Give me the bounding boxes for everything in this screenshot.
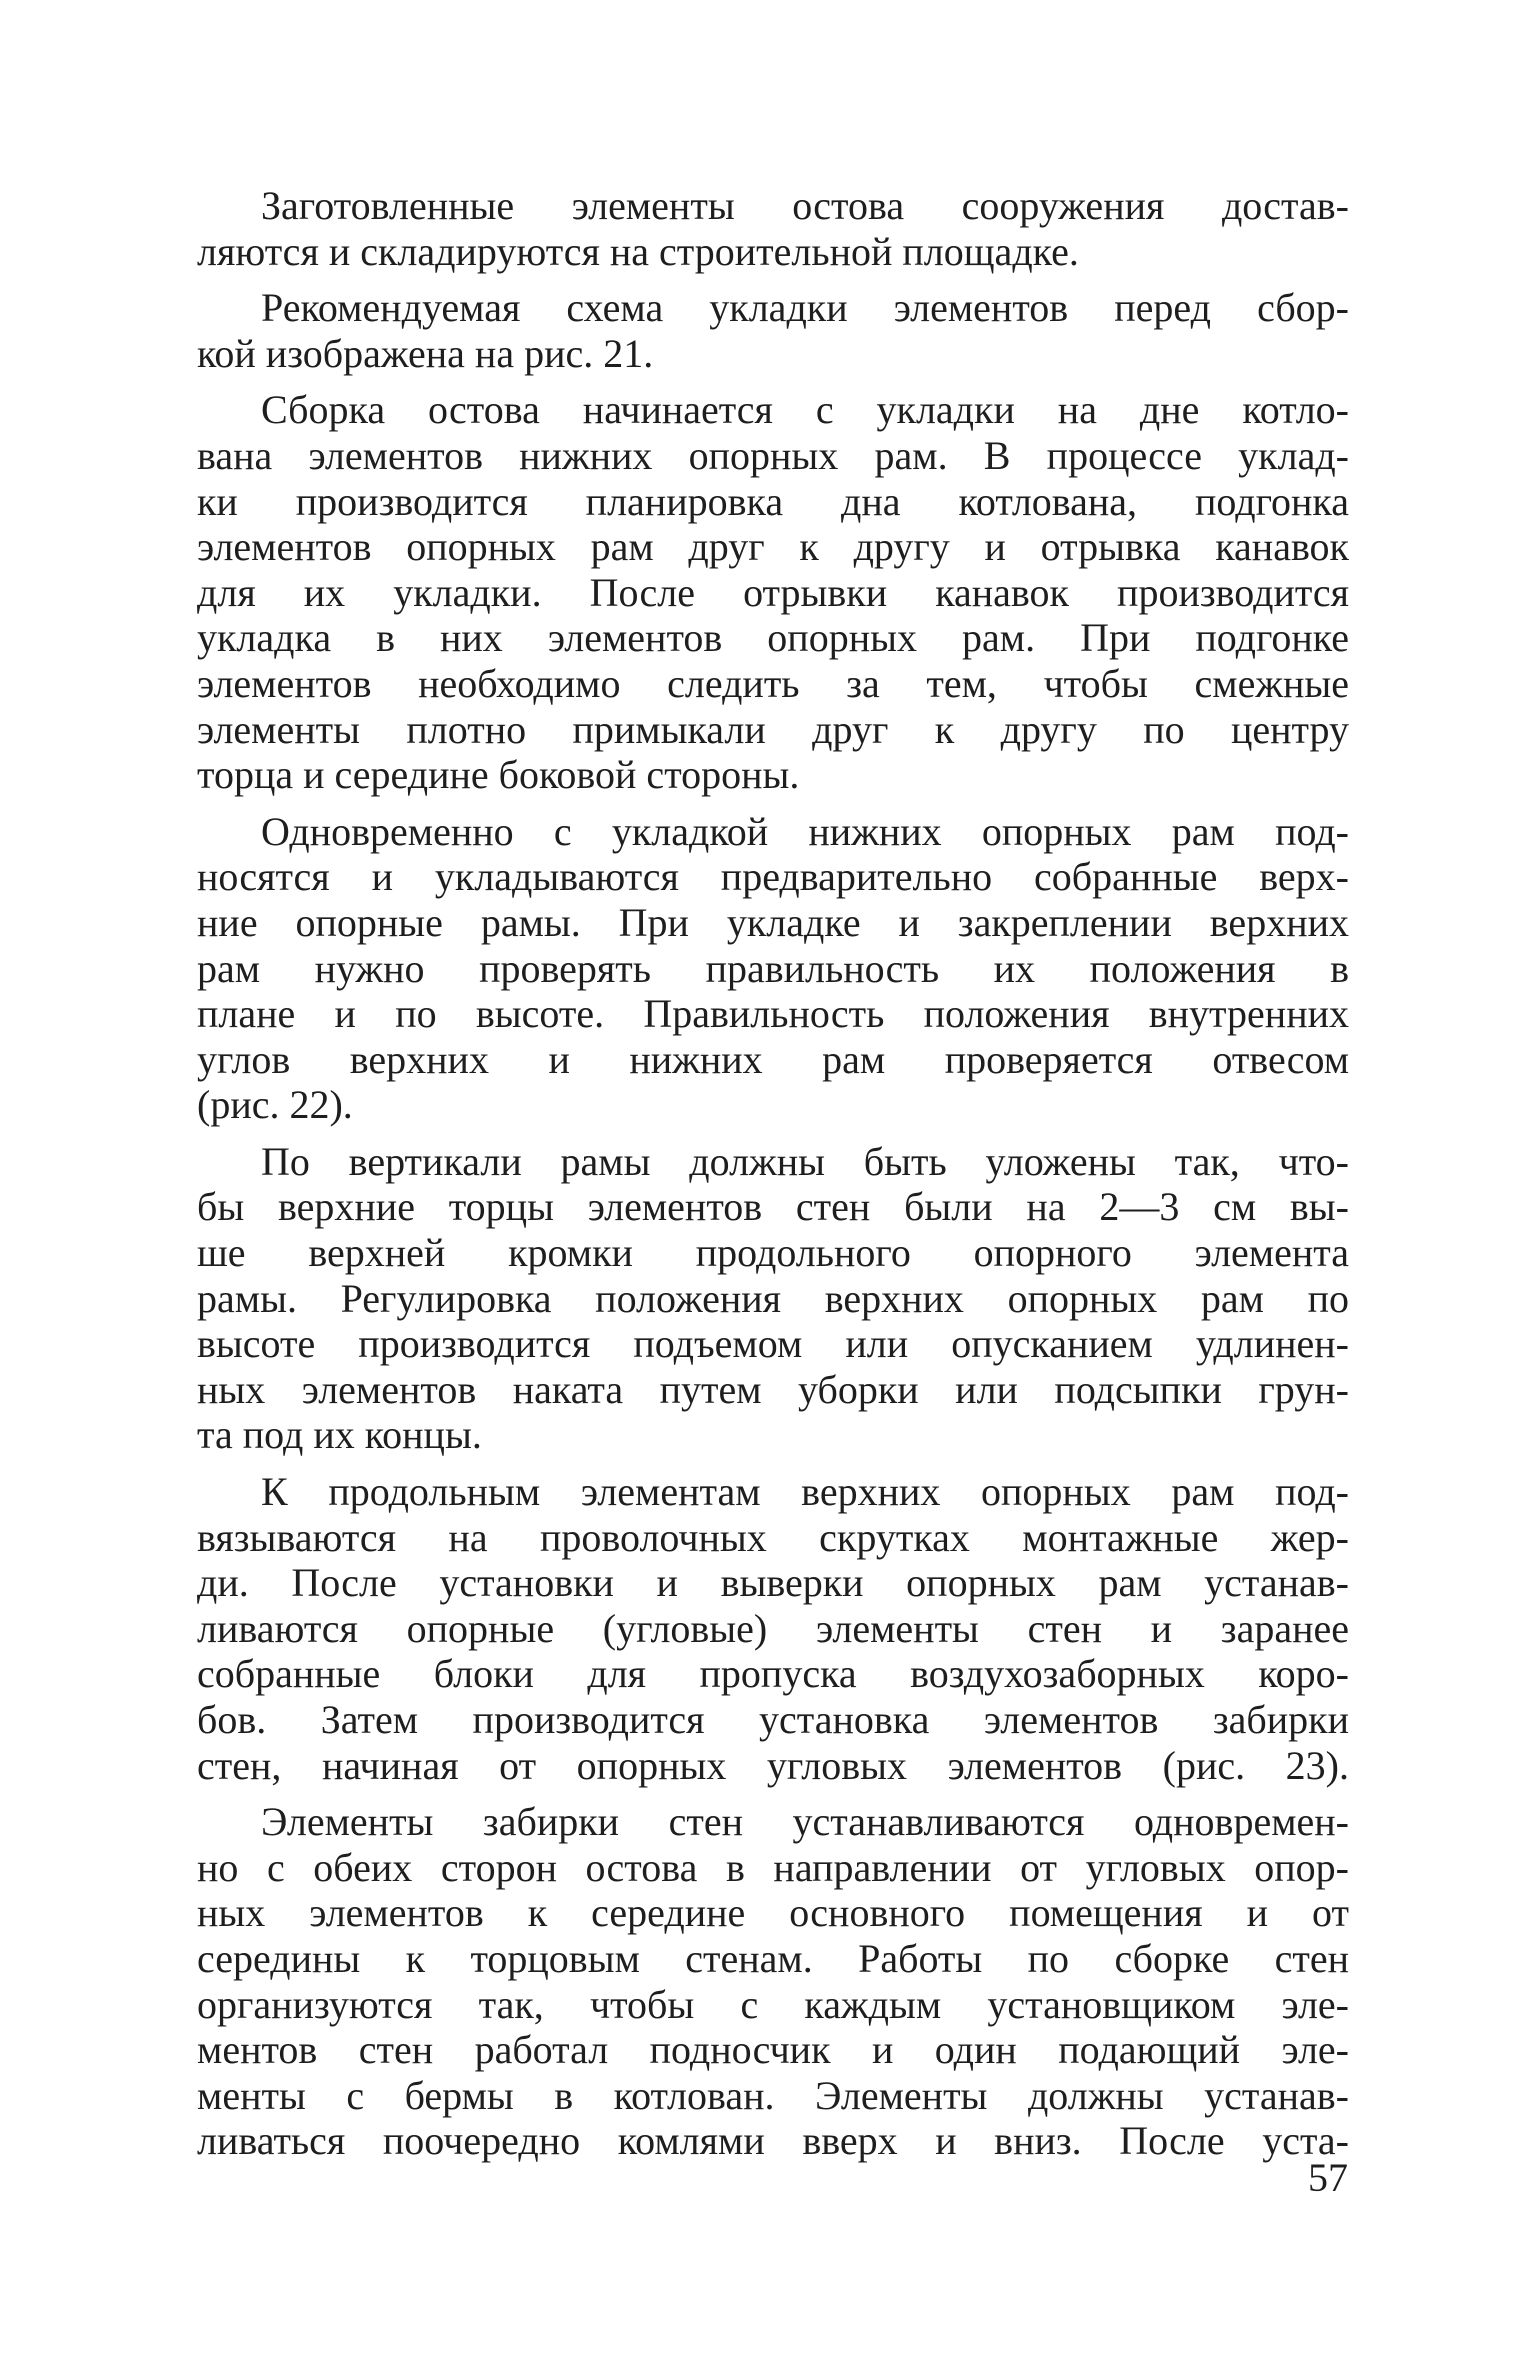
text-line: менты с бермы в котлован. Элементы должны устанав- — [197, 2072, 1349, 2118]
text-line: элементов необходимо следить за тем, чтобы смежные — [197, 660, 1349, 706]
text-line: ки производится планировка дна котлована, подгонка — [197, 478, 1349, 524]
paragraph — [197, 1469, 1349, 1788]
body-text — [197, 183, 1349, 2175]
paragraph — [197, 809, 1349, 1128]
text-line: Рекомендуемая схема укладки элементов перед сбор- — [261, 285, 1349, 331]
text-line: кой изображена на рис. 21. — [197, 330, 654, 376]
paragraph — [197, 285, 1349, 376]
text-line: носятся и укладываются предварительно собранные верх- — [197, 854, 1349, 900]
paragraph — [197, 387, 1349, 797]
text-line: та под их концы. — [197, 1412, 482, 1458]
text-line: вана элементов нижних опорных рам. В процессе уклад- — [197, 432, 1349, 478]
text-line: Заготовленные элементы остова сооружения достав- — [261, 183, 1349, 228]
paragraph — [197, 1799, 1349, 2164]
text-line: вязываются на проволочных скрутках монтажные жер- — [197, 1514, 1349, 1560]
text-line: Сборка остова начинается с укладки на дне котло- — [261, 387, 1349, 433]
text-line: бы верхние торцы элементов стен были на 2—3 см вы- — [197, 1184, 1349, 1230]
page-number: 57 — [1308, 2155, 1348, 2200]
text-line: высоте производится подъемом или опусканием удлинен- — [197, 1321, 1349, 1367]
text-line: ди. После установки и выверки опорных рам устанав- — [197, 1560, 1349, 1606]
text-line: ляются и складируются на строительной площадке. — [197, 228, 1079, 274]
text-line: ше верхней кромки продольного опорного элемента — [197, 1230, 1349, 1276]
paragraph — [197, 1139, 1349, 1458]
text-line: ных элементов наката путем уборки или подсыпки грун- — [197, 1366, 1349, 1412]
text-line: Элементы забирки стен устанавливаются одновремен- — [261, 1799, 1349, 1845]
text-line: середины к торцовым стенам. Работы по сборке стен — [197, 1935, 1349, 1981]
text-line: элементы плотно примыкали друг к другу по центру — [197, 706, 1349, 752]
text-line: ливаться поочередно комлями вверх и вниз. После уста- — [197, 2118, 1349, 2164]
text-line: рам нужно проверять правильность их положения в — [197, 945, 1349, 991]
text-line: организуются так, чтобы с каждым установщиком эле- — [197, 1981, 1349, 2027]
text-line: укладка в них элементов опорных рам. При подгонке — [197, 615, 1349, 661]
text-line: собранные блоки для пропуска воздухозаборных коро- — [197, 1651, 1349, 1697]
text-line: По вертикали рамы должны быть уложены так, что- — [261, 1138, 1349, 1184]
text-line: рамы. Регулировка положения верхних опорных рам по — [197, 1275, 1349, 1321]
text-line: (рис. 22). — [197, 1082, 353, 1128]
text-line: для их укладки. После отрывки канавок производится — [197, 569, 1349, 615]
text-line: бов. Затем производится установка элементов забирки — [197, 1697, 1349, 1742]
text-line: углов верхних и нижних рам проверяется отвесом — [197, 1036, 1349, 1082]
text-line: элементов опорных рам друг к другу и отрывка канавок — [197, 524, 1349, 570]
text-line: торца и середине боковой стороны. — [197, 752, 800, 798]
paragraph — [197, 183, 1349, 274]
text-line: ментов стен работал подносчик и один подающий эле- — [197, 2027, 1349, 2073]
text-line: стен, начиная от опорных угловых элементов (рис. 23). — [197, 1742, 1349, 1788]
text-line: ных элементов к середине основного помещения и от — [197, 1890, 1349, 1936]
text-line: плане и по высоте. Правильность положения внутренних — [197, 991, 1349, 1037]
text-line: ливаются опорные (угловые) элементы стен и заранее — [197, 1605, 1349, 1651]
text-line: К продольным элементам верхних опорных рам под- — [261, 1469, 1349, 1515]
text-line: Одновременно с укладкой нижних опорных рам под- — [261, 808, 1349, 854]
text-line: но с обеих сторон остова в направлении от угловых опор- — [197, 1844, 1349, 1890]
text-line: ние опорные рамы. При укладке и закреплении верхних — [197, 899, 1349, 945]
